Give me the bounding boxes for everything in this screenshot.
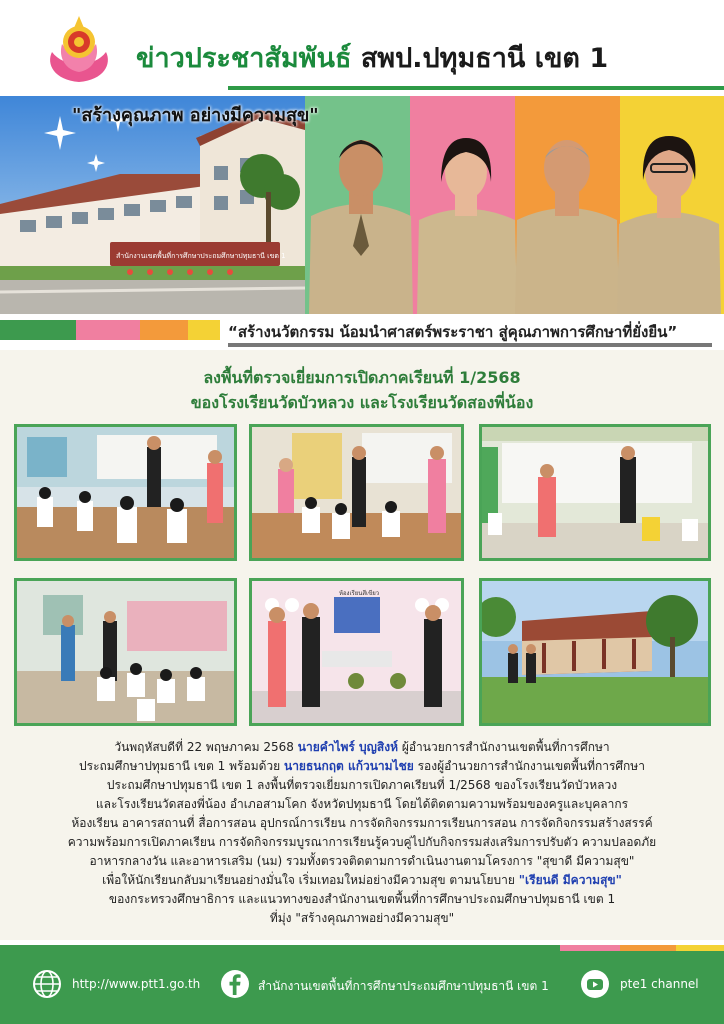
para-line-1: วันพฤหัสบดีที่ 22 พฤษภาคม 2568 นายคำไพร์ บุญสิงห์ ผู้อำนวยการสำนักงานเขตพื้นที่การศึกษา (114, 740, 610, 754)
headline-line-1: ลงพื้นที่ตรวจเยี่ยมการเปิดภาคเรียนที่ 1/2568 (203, 368, 521, 387)
footer (0, 951, 724, 1024)
photo-restroom-visit (249, 578, 464, 726)
header-divider (228, 86, 724, 90)
facebook-icon (220, 969, 250, 999)
photo-classroom-2 (249, 424, 464, 561)
title-org: สพป.ปทุมธานี เขต 1 (360, 43, 609, 74)
executive-portraits (305, 96, 724, 314)
headline-line-2: ของโรงเรียนวัดบัวหลวง และโรงเรียนวัดสองพี่น้อง (190, 393, 534, 412)
para-line-2: ประถมศึกษาปทุมธานี เขต 1 พร้อมด้วย นายธนกฤต แก้วนามไชย รองผู้อำนวยการสำนักงานเขตพื้นที่การศึกษา (79, 759, 645, 773)
para-line-6: ความพร้อมการเปิดภาคเรียน การจัดกิจกรรมบูรณาการเรียนรู้ควบคู่ไปกับกิจกรรมส่งเสริมการปรับตัว ความปลอดภัย (67, 835, 657, 849)
executive-portrait-4 (617, 136, 721, 314)
facebook-link[interactable]: สำนักงานเขตพื้นที่การศึกษาประถมศึกษาปทุมธานี เขต 1 (258, 979, 549, 993)
photo-school-grounds (479, 578, 711, 726)
para-line-7: อาหารกลางวัน และอาหารเสริม (นม) รวมทั้งตรวจติดตามการดำเนินงานตามโครงการ "สุขาดี มีความสุข" (89, 854, 635, 868)
news-paragraph (20, 738, 704, 928)
executive-portrait-1 (309, 140, 413, 314)
photo-activity-room (14, 578, 237, 726)
stripe-pink (76, 320, 140, 340)
school-sign-text: สำนักงานเขตพื้นที่การศึกษาประถมศึกษาปทุมธานี เขต 1 (116, 252, 286, 260)
stripe-orange (140, 320, 188, 340)
para-line-3: ประถมศึกษาปทุมธานี เขต 1 ลงพื้นที่ตรวจเยี่ยมการเปิดภาคเรียนที่ 1/2568 ของโรงเรียนวัดบัวหลวง (106, 778, 618, 792)
stripe-yellow (188, 320, 220, 340)
restroom-sign-text: ห้องเรียนสีเขียว (339, 590, 380, 597)
banner (0, 96, 724, 314)
director-name: นายคำไพร์ บุญสิงห์ (297, 740, 398, 754)
obec-logo (44, 12, 114, 86)
photo-classroom-1 (14, 424, 237, 561)
deputy-name: นายธนกฤต แก้วนามไชย (283, 759, 414, 773)
executives-panel (305, 96, 724, 314)
header (0, 0, 724, 92)
motto: “สร้างนวัตกรรม น้อมนำศาสตร์พระราชา สู่คุณภาพการศึกษาที่ยั่งยืน” (228, 323, 678, 341)
motto-underline (228, 343, 712, 347)
executive-portrait-2 (417, 138, 517, 314)
photo-classroom-3 (479, 424, 711, 561)
stripe-green (0, 320, 76, 340)
para-line-10: ที่มุ่ง "สร้างคุณภาพอย่างมีความสุข" (269, 911, 455, 925)
slogan: "สร้างคุณภาพ อย่างมีความสุข" (72, 105, 319, 126)
para-line-8: เพื่อให้นักเรียนกลับมาเรียนอย่างมั่นใจ เริ่มเทอมใหม่อย่างมีความสุข ตามนโยบาย "เรียนดี มีความสุข" (102, 873, 622, 887)
policy-name: "เรียนดี มีความสุข" (518, 873, 622, 887)
globe-icon (32, 969, 62, 999)
para-line-9: ของกระทรวงศึกษาธิการ และแนวทางของสำนักงานเขตพื้นที่การศึกษาประถมศึกษาปทุมธานี เขต 1 (108, 892, 616, 906)
executive-portrait-3 (515, 140, 619, 314)
title-prefix: ข่าวประชาสัมพันธ์ (136, 43, 352, 74)
page-title (136, 36, 608, 79)
website-link[interactable]: http://www.ptt1.go.th (72, 977, 201, 991)
youtube-link[interactable]: pte1 channel (620, 977, 699, 991)
para-line-5: ห้องเรียน อาคารสถานที่ สื่อการสอน อุปกรณ์การเรียน การจัดกิจกรรมการเรียนการสอน การจัดกิจกรรมสร้างสรรค์ (71, 816, 653, 830)
para-line-4: และโรงเรียนวัดสองพี่น้อง อำเภอสามโคก จังหวัดปทุมธานี โดยได้ติดตามความพร้อมของครูและบุคลากร (95, 797, 629, 811)
youtube-icon (580, 969, 610, 999)
